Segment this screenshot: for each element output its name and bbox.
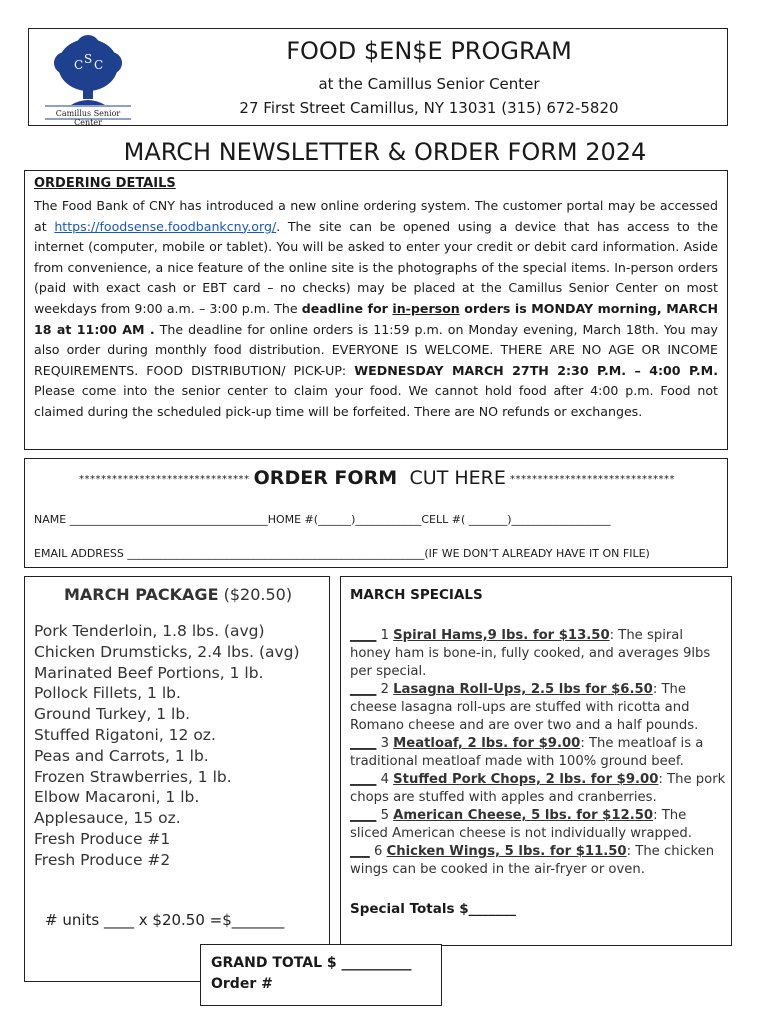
special-number: 5 (376, 808, 394, 823)
list-item (350, 735, 726, 771)
special-name: Chicken Wings, 5 lbs. for $11.50 (386, 844, 627, 859)
order-form (24, 458, 728, 568)
list-item: Chicken Drumsticks, 2.4 lbs. (avg) (34, 642, 300, 661)
special-name: Spiral Hams,9 lbs. for $13.50 (393, 628, 610, 643)
details-text-3: The deadline for online orders is 11:59 p.m. on Monday evening, March 18th. You may also order during monthly food distribution. EVERYONE IS WELCOME. THERE ARE NO AGE OR INCOME REQUIREMENTS. FOOD DISTRIBUTION/ PICK-UP: (34, 321, 718, 378)
logo-letter-c2: C (94, 58, 104, 72)
deadline-text-a: deadline for (301, 300, 393, 316)
quantity-blank[interactable]: ____ (350, 628, 377, 643)
cut-here-label: CUT HERE (409, 467, 506, 489)
special-desc: : The spiral honey ham is bone-in, fully cooked, and averages 9lbs per special. (350, 628, 711, 679)
pickup-time: WEDNESDAY MARCH 27TH 2:30 P.M. – 4:00 P.M. (354, 362, 718, 378)
logo-letter-c1: C (74, 58, 84, 72)
package-name: MARCH PACKAGE (63, 585, 219, 604)
list-item (350, 807, 726, 843)
special-number: 6 (369, 844, 387, 859)
list-item (350, 681, 726, 735)
list-item: Pork Tenderloin, 1.8 lbs. (avg) (34, 622, 265, 640)
details-body (34, 196, 718, 423)
ordering-details (24, 170, 728, 450)
list-item: Pollock Fillets, 1 lb. (34, 684, 181, 703)
special-desc: : The pork chops are stuffed with apples and cranberries. (350, 772, 726, 805)
special-desc: : The sliced American cheese is not individually wrapped. (350, 808, 692, 841)
grand-total-box (200, 944, 442, 1006)
list-item: Ground Turkey, 1 lb. (34, 705, 191, 724)
units-field[interactable]: # units ____ x $20.50 =$_______ (45, 911, 285, 929)
cut-here-line (25, 467, 729, 489)
name-phone-field[interactable]: NAME ____________________________________HOME #(______)____________CELL #( _______)__________________ (34, 513, 611, 526)
list-item: Elbow Macaroni, 1 lb. (34, 788, 200, 807)
specials-title: MARCH SPECIALS (350, 587, 483, 603)
march-specials (340, 576, 732, 946)
special-desc: : The cheese lasagna roll-ups are stuffed with ricotta and Romano cheese and are over two and a half pounds. (350, 682, 699, 733)
order-number-field[interactable]: Order # (211, 976, 273, 992)
list-item (350, 843, 726, 879)
stars-left: ******************************* (79, 474, 250, 485)
deadline-text-c: orders is MONDAY morning, MARCH 18 at 11:00 AM . (34, 300, 718, 337)
details-text-4: Please come into the senior center to claim your food. We cannot hold food after 4:00 p.m. Food not claimed during the scheduled pick-up time will be forfeited. There are NO refunds or exchanges. (34, 383, 718, 419)
program-location: at the Camillus Senior Center (318, 75, 540, 93)
quantity-blank[interactable]: ____ (350, 772, 377, 787)
list-item: Applesauce, 15 oz. (34, 809, 181, 828)
stars-right: ****************************** (509, 474, 675, 485)
newsletter-title: MARCH NEWSLETTER & ORDER FORM 2024 (123, 138, 647, 166)
special-name: Stuffed Pork Chops, 2 lbs. for $9.00 (393, 772, 659, 787)
list-item: Fresh Produce #2 (34, 850, 171, 869)
email-field[interactable]: EMAIL ADDRESS ______________________________________________________(IF WE DON’T ALREADY HAVE IT ON FILE) (34, 547, 650, 560)
specials-list (350, 627, 726, 879)
list-item (350, 627, 726, 681)
csc-logo (43, 35, 133, 127)
quantity-blank[interactable]: ____ (350, 736, 377, 751)
march-package (24, 576, 330, 982)
special-name: American Cheese, 5 lbs. for $12.50 (393, 808, 654, 823)
order-form-label: ORDER FORM (253, 467, 398, 489)
special-number: 3 (376, 736, 394, 751)
details-heading: ORDERING DETAILS (34, 176, 176, 191)
list-item (350, 771, 726, 807)
list-item: Frozen Strawberries, 1 lb. (34, 767, 232, 786)
details-text-2: . The site can be opened using a device that has access to the internet (computer, mobile or tablet). You will be asked to enter your credit or debit card information. Aside from convenience, a nice feature of the online site is the photographs of the special items. In-person orders (paid with exact cash or EBT card – no checks) may be placed at the Camillus Senior Center on most weekdays from 9:00 a.m. – 3:00 p.m. The (34, 218, 718, 316)
logo-caption: Camillus Senior Center (55, 109, 121, 127)
quantity-blank[interactable]: ____ (350, 682, 377, 697)
special-totals-field[interactable]: Special Totals $_______ (350, 901, 516, 917)
list-item: Fresh Produce #1 (34, 829, 171, 848)
list-item: Peas and Carrots, 1 lb. (34, 746, 209, 765)
list-item: Stuffed Rigatoni, 12 oz. (34, 725, 216, 744)
special-desc: : The chicken wings can be cooked in the air-fryer or oven. (350, 844, 715, 877)
deadline-text-b: in-person (392, 300, 460, 316)
quantity-blank[interactable]: ____ (350, 808, 377, 823)
package-price: ($20.50) (223, 585, 293, 604)
special-number: 4 (376, 772, 394, 787)
quantity-blank[interactable]: ___ (350, 844, 370, 859)
portal-link[interactable]: https://foodsense.foodbankcny.org/ (54, 218, 277, 234)
program-title: FOOD $EN$E PROGRAM (286, 37, 572, 65)
grand-total-field[interactable]: GRAND TOTAL $ __________ (211, 955, 412, 971)
details-text-1: The Food Bank of CNY has introduced a new online ordering system. The customer portal may be accessed at (34, 198, 718, 234)
special-name: Lasagna Roll-Ups, 2.5 lbs for $6.50 (393, 682, 653, 697)
program-header (28, 28, 728, 126)
list-item: Marinated Beef Portions, 1 lb. (34, 663, 264, 682)
program-address: 27 First Street Camillus, NY 13031 (315) 672-5820 (239, 99, 619, 117)
logo-letter-s: S (84, 52, 93, 66)
package-title (25, 585, 331, 604)
special-desc: : The meatloaf is a traditional meatloaf made with 100% ground beef. (350, 736, 704, 769)
special-number: 1 (376, 628, 394, 643)
special-number: 2 (376, 682, 394, 697)
package-items (34, 621, 300, 871)
special-name: Meatloaf, 2 lbs. for $9.00 (393, 736, 581, 751)
